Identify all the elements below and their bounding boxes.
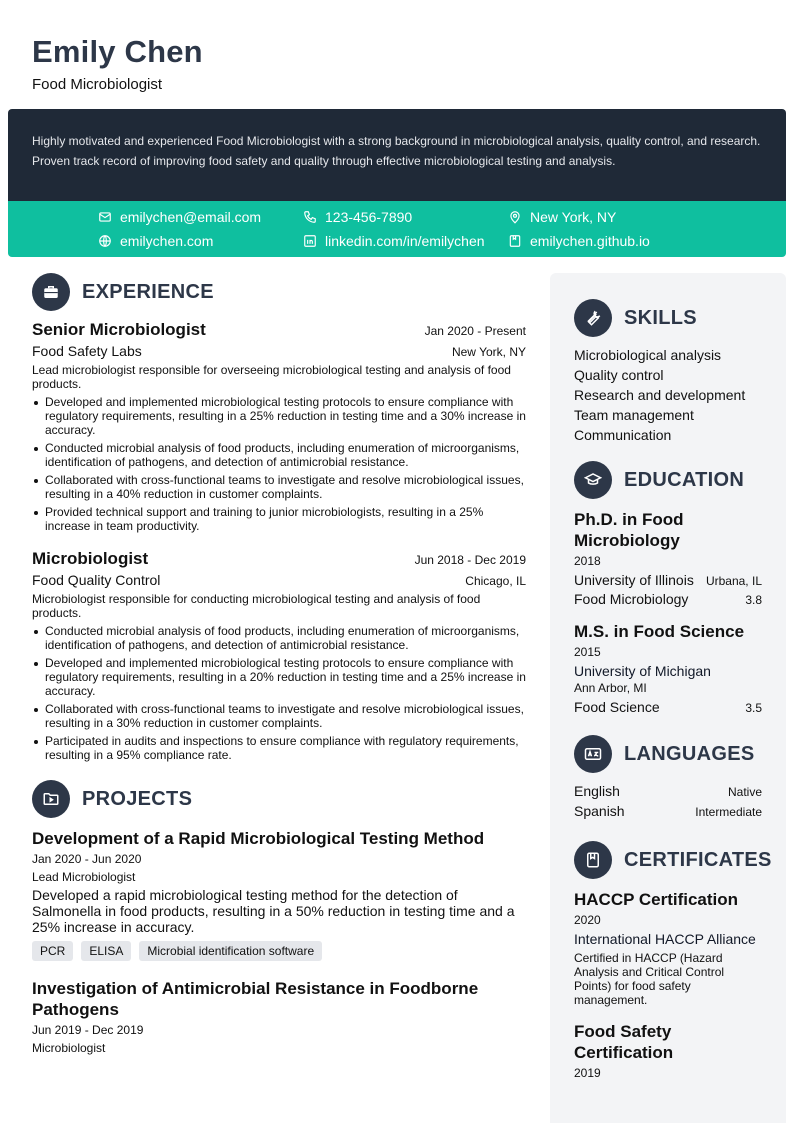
summary-banner — [8, 109, 786, 201]
languages-list — [574, 783, 762, 823]
skills-list — [574, 345, 762, 445]
language-item — [574, 783, 762, 803]
education-gpa: 3.8 — [745, 593, 762, 607]
certificate-year: 2019 — [574, 1066, 601, 1080]
briefcase-icon — [32, 273, 70, 311]
project-dates: Jan 2020 - Jun 2020 — [32, 852, 142, 866]
certificate-name: Food Safety Certification — [574, 1022, 674, 1062]
summary-text: Highly motivated and experienced Food Microbiologist with a strong background in microbiological analysis, quality control, and research. Proven track record of improving food safety and quality through effective microbiological testing and analysis. — [32, 134, 761, 168]
education-gpa: 3.5 — [745, 701, 762, 715]
job-bullet: Developed and implemented microbiological testing protocols to ensure compliance with regulatory requirements, resulting in a 25% reduction in testing time and a 30% increase in accuracy. — [32, 395, 526, 437]
education-location: Urbana, IL — [705, 574, 762, 588]
project-description: Developed a rapid microbiological testing method for the detection of Salmonella in food products, resulting in a 50% reduction in testing time and a 25% increase in accuracy. — [32, 887, 515, 935]
skill-item: Communication — [574, 427, 672, 443]
contact-email[interactable] — [98, 207, 261, 227]
job-bullet: Conducted microbial analysis of food products, including enumeration of microorganisms, identification of pathogens, and detection of antimicrobial resistance. — [32, 624, 526, 652]
job-title: Senior Microbiologist — [32, 320, 206, 339]
candidate-role: Food Microbiologist — [32, 76, 163, 93]
job-location: Chicago, IL — [465, 574, 526, 588]
education-degree: M.S. in Food Science — [574, 622, 745, 641]
languages-title: LANGUAGES — [624, 742, 755, 765]
project-entry — [32, 978, 526, 1055]
job-description: Lead microbiologist responsible for overseeing microbiological testing and analysis of food products. — [32, 363, 511, 391]
project-role: Lead Microbiologist — [32, 870, 136, 884]
project-entry — [32, 828, 526, 961]
contact-bar — [8, 201, 786, 257]
project-dates: Jun 2019 - Dec 2019 — [32, 1023, 144, 1037]
main-column — [32, 273, 526, 1055]
job-dates: Jan 2020 - Present — [424, 324, 526, 338]
projects-title: PROJECTS — [82, 787, 193, 810]
certificate-entry — [574, 1021, 762, 1080]
skill-item: Quality control — [574, 367, 664, 383]
certificate-entry — [574, 889, 762, 1007]
language-level: Intermediate — [695, 805, 762, 819]
project-tag: Microbial identification software — [139, 941, 322, 961]
contact-website-text: emilychen.com — [120, 233, 214, 249]
contact-website[interactable] — [98, 231, 213, 251]
job-location: New York, NY — [451, 345, 526, 359]
education-heading — [574, 461, 762, 499]
project-tag: ELISA — [81, 941, 131, 961]
certificate-issuer: International HACCP Alliance — [574, 931, 756, 947]
contact-phone-text: 123-456-7890 — [325, 209, 413, 225]
education-school: University of Illinois — [574, 572, 694, 588]
contact-phone[interactable] — [303, 207, 412, 227]
projects-heading — [32, 780, 526, 818]
candidate-name: Emily Chen — [32, 34, 203, 69]
contact-portfolio-text: emilychen.github.io — [530, 233, 650, 249]
job-dates: Jun 2018 - Dec 2019 — [414, 553, 526, 567]
job-description: Microbiologist responsible for conducting microbiological testing and analysis of food products. — [32, 592, 481, 620]
job-bullet: Conducted microbial analysis of food products, including enumeration of microorganisms, identification of pathogens, and detection of antimicrobial resistance. — [32, 441, 526, 469]
job-bullets — [32, 624, 526, 762]
job-bullet: Collaborated with cross-functional teams to investigate and resolve microbiological issues, resulting in a 30% reduction in customer complaints. — [32, 702, 526, 730]
language-level: Native — [727, 785, 762, 799]
project-tags — [32, 941, 526, 961]
job-bullet: Collaborated with cross-functional teams to investigate and resolve microbiological issues, resulting in a 40% reduction in customer complaints. — [32, 473, 526, 501]
certificates-title: CERTIFICATES — [624, 848, 772, 871]
skills-heading — [574, 299, 762, 337]
job-bullets — [32, 395, 526, 533]
globe-icon — [98, 234, 112, 248]
education-year: 2015 — [574, 645, 601, 659]
job-title: Microbiologist — [32, 549, 149, 568]
project-title: Investigation of Antimicrobial Resistance in Foodborne Pathogens — [32, 979, 479, 1019]
linkedin-icon — [303, 234, 317, 248]
map-pin-icon — [508, 210, 522, 224]
education-entry — [574, 621, 762, 715]
certificate-description: Certified in HACCP (Hazard Analysis and Critical Control Points) for food safety management. — [574, 951, 725, 1007]
project-title: Development of a Rapid Microbiological Testing Method — [32, 829, 485, 848]
phone-icon — [303, 210, 317, 224]
education-field: Food Microbiology — [574, 591, 689, 607]
education-location: Ann Arbor, MI — [574, 681, 647, 695]
certificates-heading — [574, 841, 772, 879]
contact-location-text: New York, NY — [530, 209, 617, 225]
certificate-name: HACCP Certification — [574, 890, 739, 909]
contact-linkedin-text: linkedin.com/in/emilychen — [325, 233, 485, 249]
education-school: University of Michigan — [574, 663, 711, 679]
education-title: EDUCATION — [624, 468, 745, 491]
project-tag: PCR — [32, 941, 73, 961]
education-degree: Ph.D. in Food Microbiology — [574, 510, 684, 550]
job-entry — [32, 549, 526, 762]
contact-location — [508, 207, 616, 227]
job-bullet: Participated in audits and inspections to ensure compliance with regulatory requirements, resulting in a 95% compliance rate. — [32, 734, 526, 762]
graduation-cap-icon — [574, 461, 612, 499]
contact-linkedin[interactable] — [303, 231, 485, 251]
job-company: Food Safety Labs — [32, 343, 142, 359]
resume-header — [32, 34, 203, 93]
bookmark-book-icon — [574, 841, 612, 879]
portfolio-icon — [508, 234, 522, 248]
job-entry — [32, 320, 526, 533]
job-bullet: Provided technical support and training to junior microbiologists, resulting in a 25% increase in team productivity. — [32, 505, 526, 533]
certificate-year: 2020 — [574, 913, 601, 927]
job-company: Food Quality Control — [32, 572, 161, 588]
wrench-icon — [574, 299, 612, 337]
languages-heading — [574, 735, 762, 773]
translate-icon — [574, 735, 612, 773]
skill-item: Team management — [574, 407, 694, 423]
project-role: Microbiologist — [32, 1041, 106, 1055]
mail-icon — [98, 210, 112, 224]
language-item — [574, 803, 762, 823]
sidebar — [550, 273, 786, 1123]
education-entry — [574, 509, 762, 607]
experience-heading — [32, 273, 526, 311]
education-field: Food Science — [574, 699, 660, 715]
experience-title: EXPERIENCE — [82, 280, 214, 303]
contact-portfolio[interactable] — [508, 231, 650, 251]
education-year: 2018 — [574, 554, 601, 568]
job-bullet: Developed and implemented microbiological testing protocols to ensure compliance with regulatory requirements, resulting in a 20% reduction in testing time and a 25% increase in accuracy. — [32, 656, 526, 698]
skills-title: SKILLS — [624, 306, 697, 329]
language-name: Spanish — [574, 803, 625, 819]
contact-email-text: emilychen@email.com — [120, 209, 262, 225]
language-name: English — [574, 783, 620, 799]
skill-item: Microbiological analysis — [574, 347, 722, 363]
folder-icon — [32, 780, 70, 818]
skill-item: Research and development — [574, 387, 746, 403]
